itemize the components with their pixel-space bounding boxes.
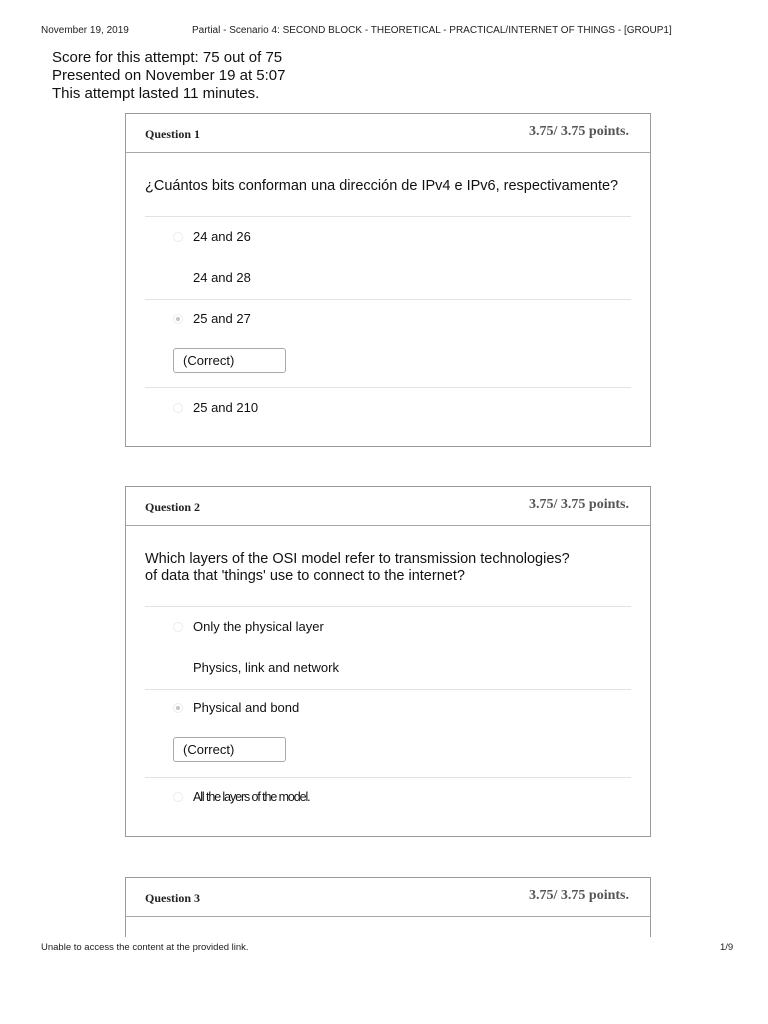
answer-label: Physics, link and network bbox=[193, 660, 339, 675]
divider bbox=[145, 216, 631, 217]
presented-text: Presented on November 19 at 5:07 bbox=[52, 67, 286, 84]
correct-feedback-badge bbox=[173, 348, 286, 373]
divider bbox=[145, 387, 631, 388]
question-text bbox=[145, 551, 570, 585]
page-number: 1/9 bbox=[720, 942, 734, 953]
answer-label: 25 and 210 bbox=[193, 400, 259, 415]
attempt-summary bbox=[52, 49, 285, 103]
question-title: Question 3 bbox=[145, 891, 201, 905]
radio-selected-icon[interactable] bbox=[173, 314, 183, 324]
question-text-line: Which layers of the OSI model refer to transmission technologies? bbox=[145, 551, 570, 567]
question-header bbox=[126, 878, 650, 917]
correct-feedback-badge bbox=[173, 737, 286, 762]
question-points: 3.75/ 3.75 points. bbox=[529, 124, 629, 139]
question-title: Question 1 bbox=[145, 127, 201, 141]
question-2-card bbox=[125, 486, 651, 837]
radio-icon[interactable] bbox=[173, 792, 183, 802]
question-3-card bbox=[125, 877, 651, 937]
answer-label: Only the physical layer bbox=[193, 619, 324, 634]
feedback-text: (Correct) bbox=[183, 353, 235, 368]
divider bbox=[145, 777, 631, 778]
answer-label: All the layers of the model. bbox=[193, 790, 310, 804]
duration-text: This attempt lasted 11 minutes. bbox=[52, 85, 260, 102]
question-text-line: ¿Cuántos bits conforman una dirección de IPv4 e IPv6, respectivamente? bbox=[145, 178, 619, 194]
answer-label: 24 and 28 bbox=[193, 270, 251, 285]
radio-icon[interactable] bbox=[173, 622, 183, 632]
score-text: Score for this attempt: 75 out of 75 bbox=[52, 49, 283, 66]
print-title: Partial - Scenario 4: SECOND BLOCK - THEORETICAL - PRACTICAL/INTERNET OF THINGS - [GROUP1] bbox=[192, 25, 672, 36]
question-1-card bbox=[125, 113, 651, 447]
print-footer-note: Unable to access the content at the provided link. bbox=[41, 942, 249, 953]
divider bbox=[145, 299, 631, 300]
question-title: Question 2 bbox=[145, 500, 201, 514]
answer-label: 25 and 27 bbox=[193, 311, 251, 326]
print-date: November 19, 2019 bbox=[41, 25, 129, 36]
question-text bbox=[145, 178, 618, 195]
question-header bbox=[126, 487, 650, 526]
question-points: 3.75/ 3.75 points. bbox=[529, 497, 629, 512]
radio-selected-icon[interactable] bbox=[173, 703, 183, 713]
question-points: 3.75/ 3.75 points. bbox=[529, 888, 629, 903]
answer-label: 24 and 26 bbox=[193, 229, 251, 244]
question-text-line: of data that 'things' use to connect to the internet? bbox=[145, 568, 465, 584]
divider bbox=[145, 606, 631, 607]
question-header bbox=[126, 114, 650, 153]
divider bbox=[145, 689, 631, 690]
radio-icon[interactable] bbox=[173, 403, 183, 413]
feedback-text: (Correct) bbox=[183, 742, 235, 757]
radio-icon[interactable] bbox=[173, 232, 183, 242]
answer-label: Physical and bond bbox=[193, 700, 300, 715]
